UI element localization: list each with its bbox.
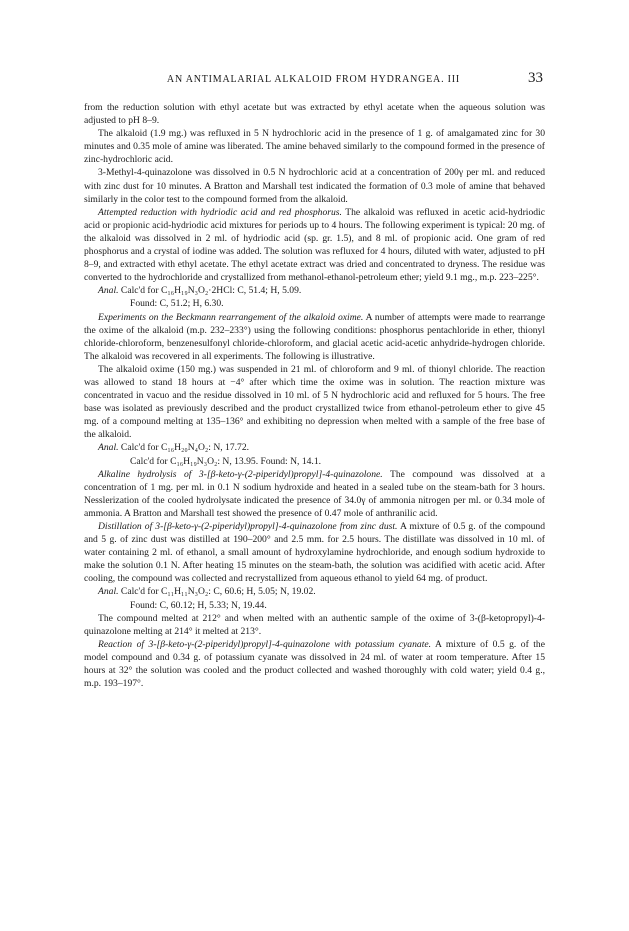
analysis-line — [84, 441, 545, 454]
body-text — [84, 101, 545, 690]
section-run-in-title: Attempted reduction with hydriodic acid and red phosphorus. — [98, 206, 342, 218]
paragraph-text: A number of attempts were made to rearrange the oxime of the alkaloid (m.p. 232–233°) using the following conditions: phosphorus pentachloride in ether, thionyl chloride-chloroform, benzenesulfonyl chloride-chloroform, and glacial acetic acid-acetic anhydride-hydrogen chloride. The alkaloid was recovered in all experiments. The following is illustrative. — [84, 311, 545, 362]
paragraph-text: A mixture of 0.5 g. of the compound and 5 g. of zinc dust was distilled at 190–200° and 2.5 mm. for 2.5 hours. The distillate was dissolved in 10 ml. of water containing 2 ml. of ethanol, a small amount of hydroxylamine hydrochloride, and enough sodium hydroxide to make the solution 0.1 N. After heating 15 minutes on the steam-bath, the solution was acidified with acetic acid. After cooling, the compound was collected and recrystallized from aqueous ethanol to yield 64 mg. of product. — [84, 521, 546, 585]
analysis-line — [84, 585, 545, 598]
section-run-in-title: Alkaline hydrolysis of 3-[β-keto-γ-(2-piperidyl)propyl]-4-quinazolone. — [98, 468, 383, 480]
analysis-label: Anal. — [98, 442, 119, 454]
paragraph: The alkaloid (1.9 mg.) was refluxed in 5 N hydrochloric acid in the presence of 1 g. of amalgamated zinc for 30 minutes and 0.35 mole of amine was liberated. The amine behaved similarly to the compound formed in the presence of zinc-hydrochloric acid. — [84, 128, 545, 166]
section-run-in-title: Distillation of 3-[β-keto-γ-(2-piperidyl)propyl]-4-quinazolone from zinc dust. — [98, 521, 398, 532]
running-title: AN ANTIMALARIAL ALKALOID FROM HYDRANGEA. III — [166, 74, 461, 85]
analysis-label: Anal. — [98, 586, 119, 598]
running-header — [84, 70, 543, 90]
analysis-found: Found: C, 51.2; H, 6.30. — [130, 298, 224, 310]
paragraph — [84, 311, 545, 363]
section-run-in-title: Experiments on the Beckmann rearrangement of the alkaloid oxime. — [98, 311, 364, 323]
paragraph — [84, 468, 545, 520]
paragraph — [84, 206, 545, 285]
analysis-calc: Calc'd for C₁₆H₂₀N₄O₂: N, 17.72. — [118, 442, 250, 454]
analysis-calc: Calc'd for C₁₆H₁₉N₃O₂·2HCl: C, 51.4; H, 5.09. — [118, 285, 302, 297]
paragraph: 3-Methyl-4-quinazolone was dissolved in 0.5 N hydrochloric acid at a concentration of 200γ per ml. and reduced with zinc dust for 10 minutes. A Bratton and Marshall test indicated the formation of 0.3 mole of amine that behaved similarly in the color test to the compound formed from the alkaloid. — [84, 167, 545, 205]
paragraph: from the reduction solution with ethyl acetate but was extracted by ethyl acetate when the aqueous solution was adjusted to pH 8–9. — [84, 102, 545, 127]
paragraph — [84, 520, 545, 585]
analysis-calc-found: Calc'd for C₁₆H₁₉N₃O₂: N, 13.95. Found: N, 14.1. — [130, 455, 322, 467]
paragraph — [84, 638, 545, 690]
analysis-found: Found: C, 60.12; H, 5.33; N, 19.44. — [130, 599, 267, 611]
paragraph-text: The compound was dissolved at a concentration of 1 mg. per ml. in 0.1 N sodium hydroxide and heated in a sealed tube on the steam-bath for 3 hours. Nesslerization of the cooled hydrolysate indicated the presence of 34.0γ of ammonia nitrogen per ml. or 0.34 mole of ammonia. A Bratton and Marshall test showed the presence of 0.47 mole of anthranilic acid. — [84, 468, 546, 519]
section-run-in-title: Reaction of 3-[β-keto-γ-(2-piperidyl)propyl]-4-quinazolone with potassium cyanate. — [98, 638, 432, 650]
analysis-label: Anal. — [98, 285, 119, 297]
paragraph: The alkaloid oxime (150 mg.) was suspended in 21 ml. of chloroform and 9 ml. of thionyl chloride. The reaction was allowed to stand 18 hours at −4° after which time the oxime was in solution. The reaction mixture was concentrated in vacuo and the residue dissolved in 10 ml. of 5 N hydrochloric acid and refluxed for 5 hours. The free base was isolated as previously described and the product crystallized twice from ethanol-petroleum ether to give 45 mg. of a compound melting at 135–136° and exhibiting no depression when melted with a sample of the free base of the alkaloid. — [84, 363, 545, 441]
paragraph-text: The alkaloid was refluxed in acetic acid-hydriodic acid or propionic acid-hydriodic acid mixtures for periods up to 4 hours. The following experiment is typical: 20 mg. of the alkaloid was dissolved in 2 ml. of hydriodic acid (sp. gr. 1.5), and 8 ml. of propionic acid. One gram of red phosphorus and a crystal of iodine was added. The solution was refluxed for 4 hours, diluted with water, adjusted to pH 8–9, and extracted with ethyl acetate. The ethyl acetate extract was dried and concentrated to dryness. The residue was converted to the hydrochloride and crystallized from methanol-ethanol-petroleum ether; yield 9.1 mg., m.p. 223–225°. — [84, 206, 545, 284]
analysis-line — [84, 284, 545, 297]
analysis-calc: Calc'd for C₁₁H₁₁N₃O₂: C, 60.6; H, 5.05; N, 19.02. — [118, 586, 316, 598]
paragraph-text: A mixture of 0.5 g. of the model compound and 0.34 g. of potassium cyanate was dissolved in 24 ml. of water at room temperature. After 15 hours at 32° the solution was cooled and the product collected and washed thoroughly with cold water; yield 0.4 g., m.p. 193–197°. — [84, 638, 545, 690]
page-number: 33 — [528, 70, 543, 86]
paragraph: The compound melted at 212° and when melted with an authentic sample of the oxime of 3-(β-ketopropyl)-4-quinazolone melting at 214° it melted at 213°. — [84, 612, 545, 637]
